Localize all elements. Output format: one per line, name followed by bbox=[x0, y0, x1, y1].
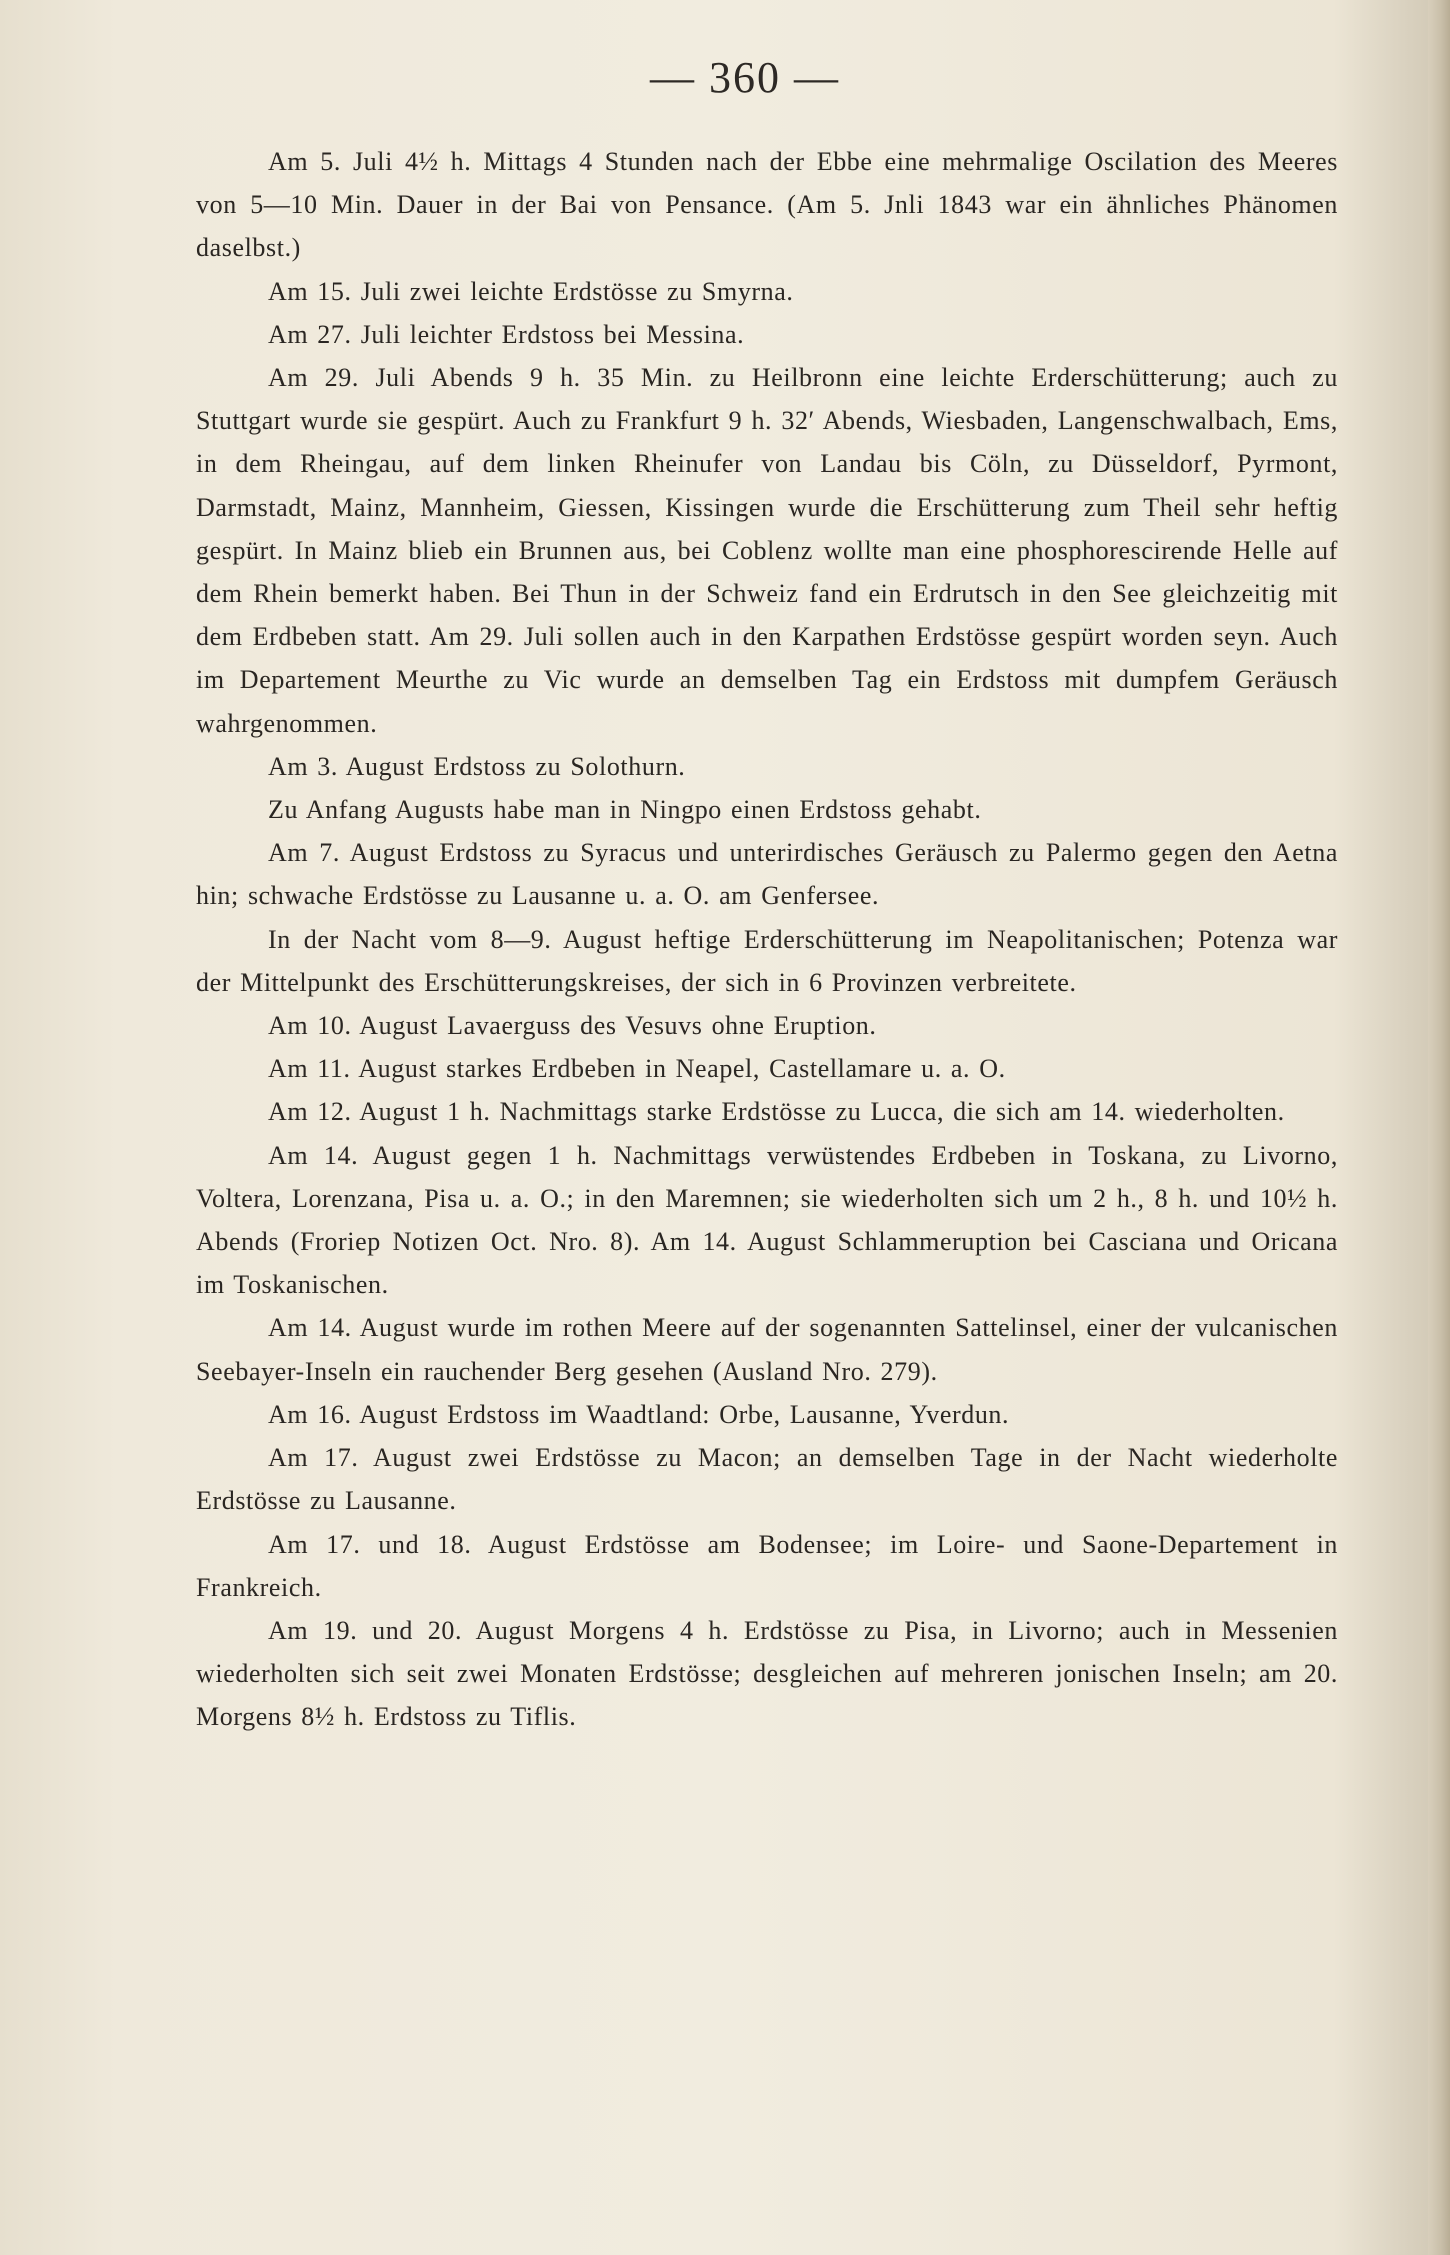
paragraph: Am 17. und 18. August Erdstösse am Bodensee; im Loire- und Saone-Departement in Frankreich. bbox=[196, 1529, 1338, 1602]
paragraph: Am 19. und 20. August Morgens 4 h. Erdstösse zu Pisa, in Livorno; auch in Messenien wiederholten sich seit zwei Monaten Erdstösse; desgleichen auf mehreren jonischen Inseln; am 20. Morgens 8½ h. Erdstoss zu Tiflis. bbox=[196, 1615, 1338, 1732]
paragraph: Am 17. August zwei Erdstösse zu Macon; an demselben Tage in der Nacht wiederholte Erdstösse zu Lausanne. bbox=[196, 1443, 1338, 1516]
page-edge-shadow bbox=[1428, 0, 1450, 2255]
paragraph: Am 12. August 1 h. Nachmittags starke Erdstösse zu Lucca, die sich am 14. wiederholten. bbox=[268, 1097, 1285, 1127]
paragraph: Am 14. August gegen 1 h. Nachmittags verwüstendes Erdbeben in Toskana, zu Livorno, Voltera, Lorenzana, Pisa u. a. O.; in den Maremnen; sie wiederholten sich um 2 h., 8 h. und 10½ h. Abends (Froriep Notizen Oct. Nro. 8). Am 14. August Schlammeruption bei Casciana und Oricana im Toskanischen. bbox=[196, 1140, 1338, 1300]
paragraph: Am 16. August Erdstoss im Waadtland: Orbe, Lausanne, Yverdun. bbox=[268, 1399, 1010, 1429]
paragraph: Am 10. August Lavaerguss des Vesuvs ohne Eruption. bbox=[268, 1011, 877, 1041]
paragraph: Am 14. August wurde im rothen Meere auf der sogenannten Sattelinsel, einer der vulcanischen Seebayer-Inseln ein rauchender Berg gesehen (Ausland Nro. 279). bbox=[196, 1313, 1338, 1386]
paragraph: Zu Anfang Augusts habe man in Ningpo einen Erdstoss gehabt. bbox=[268, 795, 982, 825]
paragraph: Am 5. Juli 4½ h. Mittags 4 Stunden nach der Ebbe eine mehrmalige Oscilation des Meeres von 5—10 Min. Dauer in der Bai von Pensance. (Am 5. Jnli 1843 war ein ähnliches Phänomen daselbst.) bbox=[196, 147, 1338, 263]
paragraph: Am 29. Juli Abends 9 h. 35 Min. zu Heilbronn eine leichte Erderschütterung; auch zu Stuttgart wurde sie gespürt. Auch zu Frankfurt 9 h. 32′ Abends, Wiesbaden, Langenschwalbach, Ems, in dem Rheingau, auf dem linken Rheinufer von Landau bis Cöln, zu Düsseldorf, Pyrmont, Darmstadt, Mainz, Mannheim, Giessen, Kissingen wurde die Erschütterung zum Theil sehr heftig gespürt. In Mainz blieb ein Brunnen aus, bei Coblenz wollte man eine phosphorescirende Helle auf dem Rhein bemerkt haben. Bei Thun in der Schweiz fand ein Erdrutsch in den See gleichzeitig mit dem Erdbeben statt. Am 29. Juli sollen auch in den Karpathen Erdstösse gespürt worden seyn. Auch im Departement Meurthe zu Vic wurde an demselben Tag ein Erdstoss mit dumpfem Geräusch wahrgenommen. bbox=[196, 363, 1338, 738]
paragraph: Am 11. August starkes Erdbeben in Neapel, Castellamare u. a. O. bbox=[268, 1054, 1006, 1084]
paragraph: In der Nacht vom 8—9. August heftige Erderschütterung im Neapolitanischen; Potenza war der Mittelpunkt des Erschütterungskreises, der sich in 6 Provinzen verbreitete. bbox=[196, 924, 1338, 997]
paragraph: Am 27. Juli leichter Erdstoss bei Messina. bbox=[268, 319, 745, 349]
paragraph: Am 15. Juli zwei leichte Erdstösse zu Smyrna. bbox=[268, 276, 794, 306]
paragraph: Am 3. August Erdstoss zu Solothurn. bbox=[268, 751, 686, 781]
paragraph: Am 7. August Erdstoss zu Syracus und unterirdisches Geräusch zu Palermo gegen den Aetna hin; schwache Erdstösse zu Lausanne u. a. O. am Genfersee. bbox=[196, 838, 1338, 911]
body-text bbox=[196, 140, 1338, 1739]
page-number: — 360 — bbox=[650, 53, 840, 102]
